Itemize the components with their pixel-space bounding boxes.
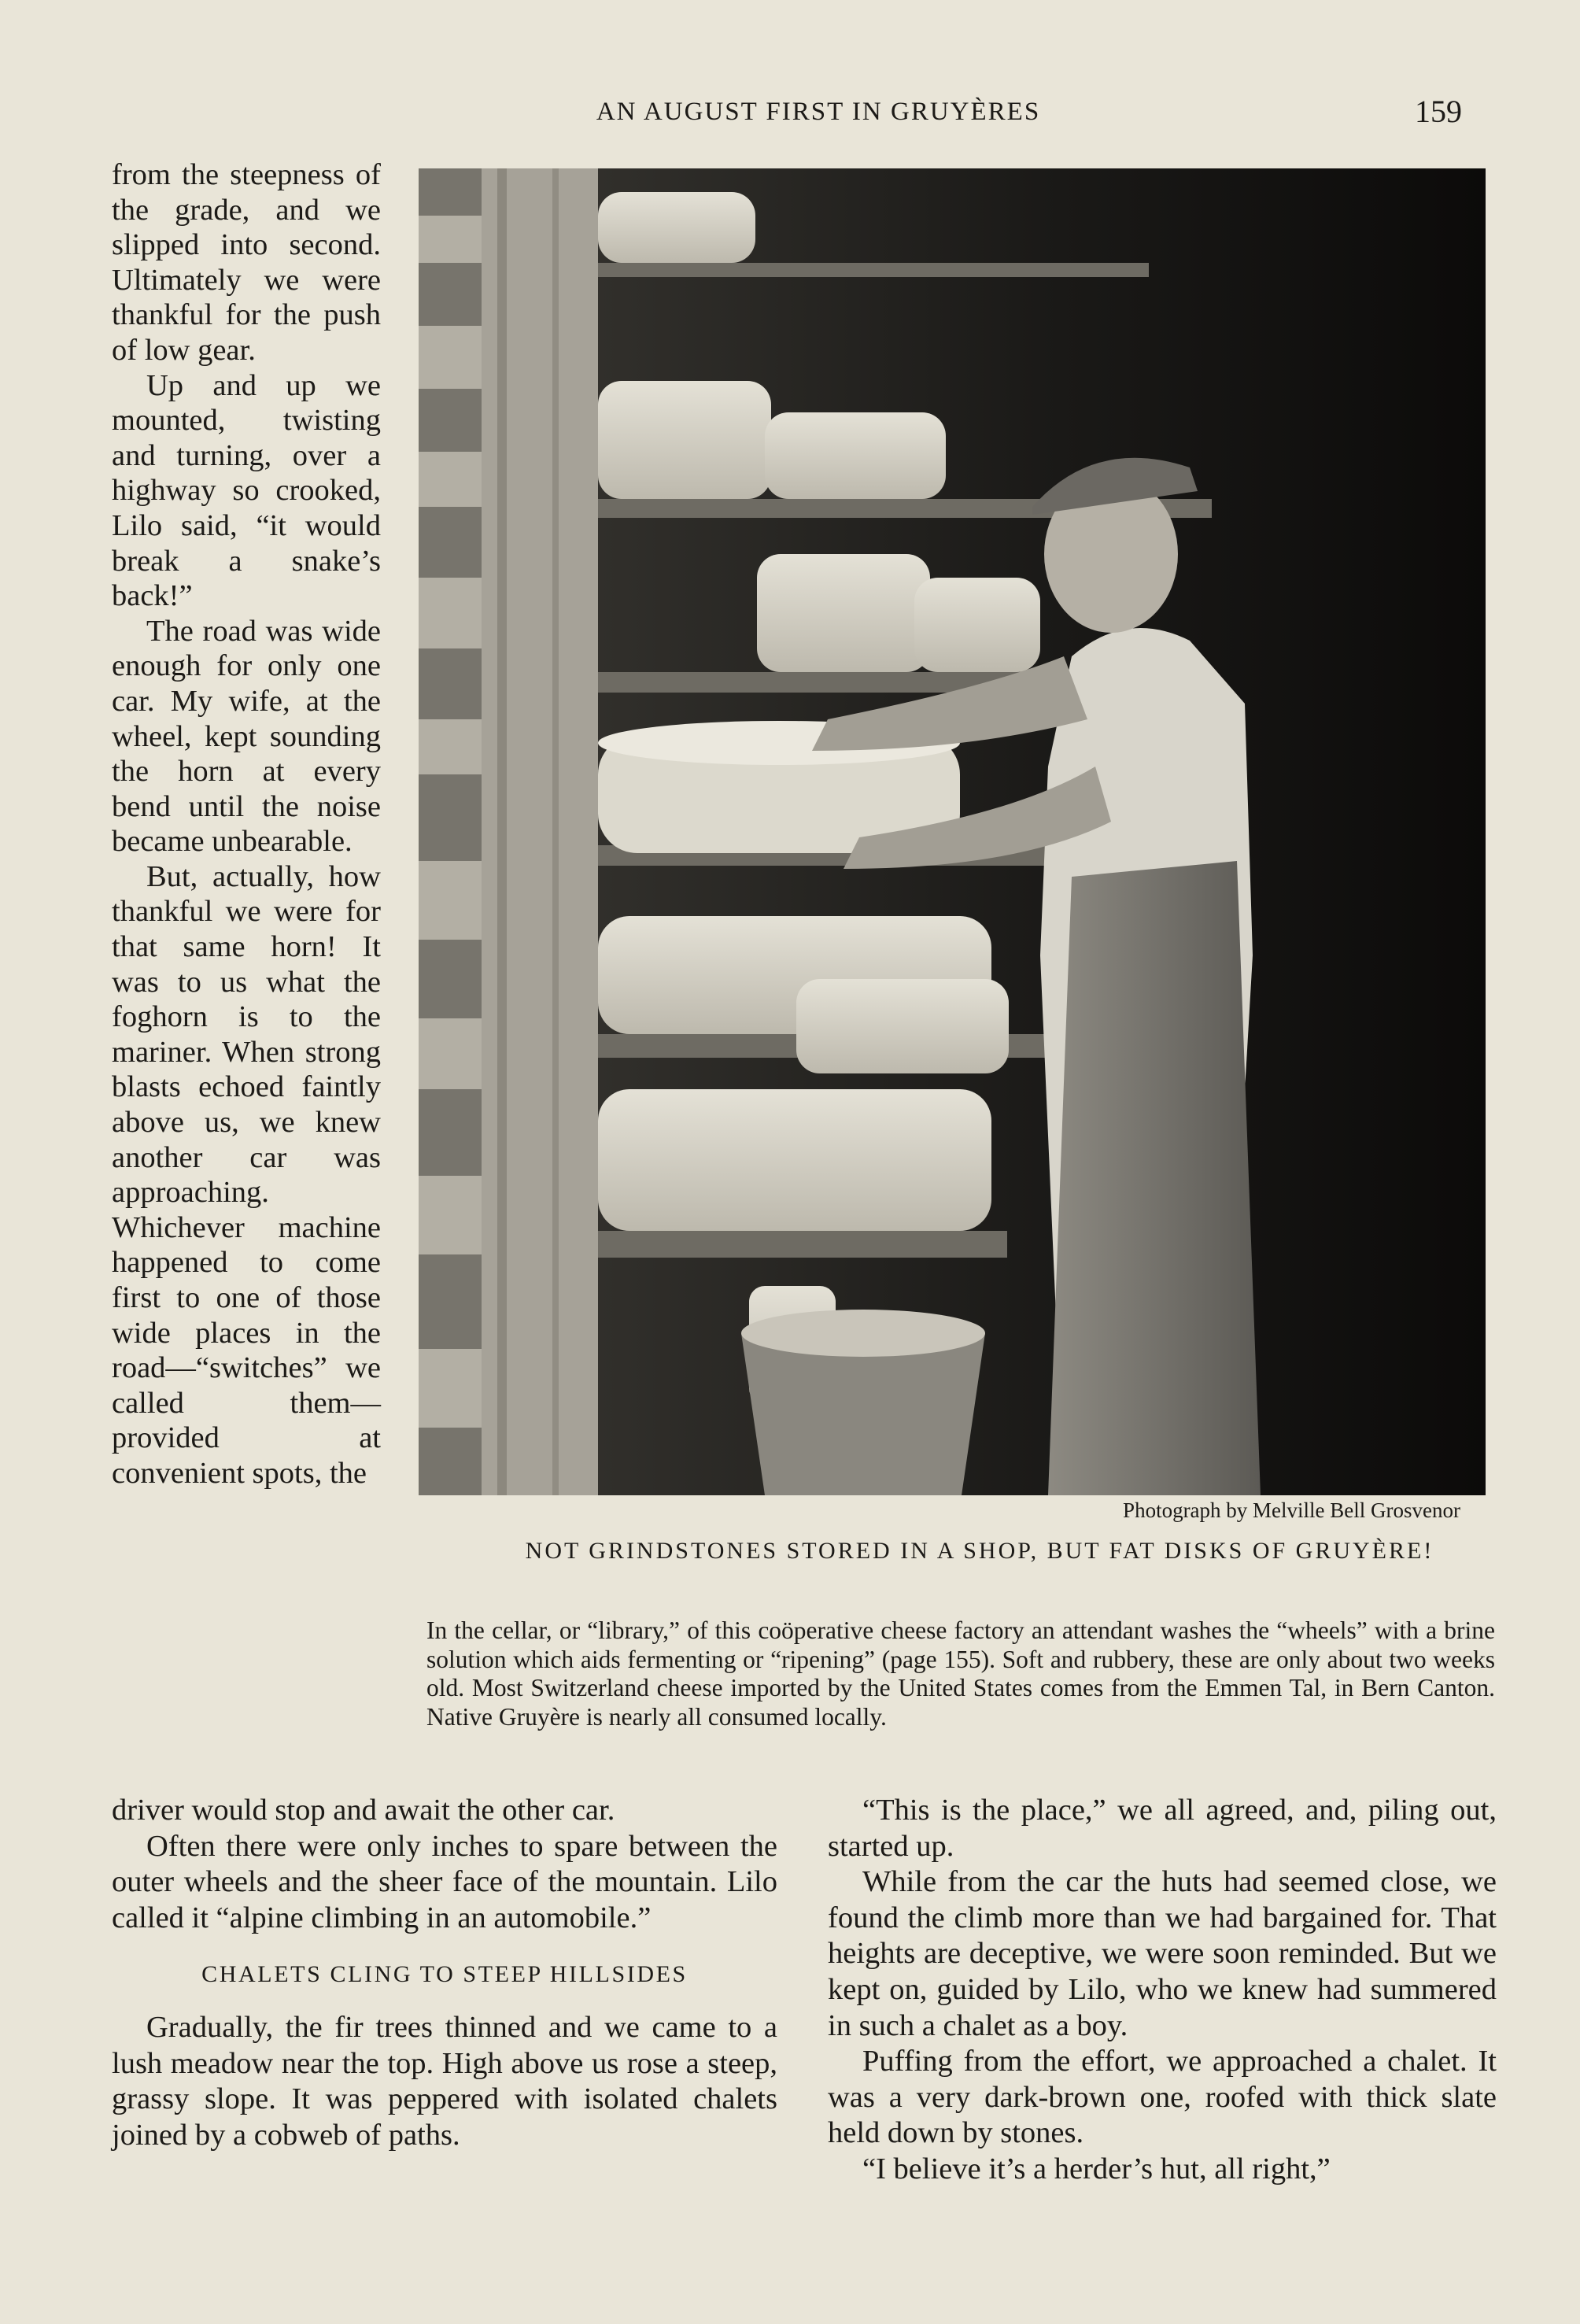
paragraph: Puffing from the effort, we approached a chalet. It was a very dark-brown one, roofed with thick slate held down by stones.	[828, 2045, 1497, 2150]
paragraph: “I believe it’s a herder’s hut, all right,”	[862, 2152, 1331, 2185]
page-number: 159	[1415, 94, 1462, 129]
paragraph: “This is the place,” we all agreed, and, piling out, started up.	[828, 1794, 1497, 1863]
running-head: AN AUGUST FIRST IN GRUYÈRES	[596, 98, 1041, 126]
photo-illustration	[419, 168, 1486, 1495]
paragraph: But, actually, how thankful we were for that same horn! It was to us what the foghorn is to the mariner. When strong blasts echoed faintly above us, we knew another car was approaching. Whichever machine happened to come first to one of those wide places in the road—“switches” we called them—provided at convenient spots, the	[112, 859, 381, 1490]
paragraph: While from the car the huts had seemed close, we found the climb more than we had bargained for. That heights are deceptive, we were soon reminded. But we kept on, guided by Lilo, who we knew had summered in such a chalet as a boy.	[828, 1865, 1497, 2042]
paragraph: The road was wide enough for only one car. My wife, at the wheel, kept sounding the horn at every bend until the noise became unbearable.	[112, 614, 381, 859]
caption-title: NOT GRINDSTONES STORED IN A SHOP, BUT FAT DISKS OF GRUYÈRE!	[525, 1538, 1434, 1564]
narrow-text-column	[112, 157, 381, 1491]
photo-credit: Photograph by Melville Bell Grosvenor	[1123, 1498, 1460, 1522]
paragraph: from the steepness of the grade, and we slipped into second. Ultimately we were thankful for the push of low gear.	[112, 158, 381, 367]
right-text-column	[828, 1793, 1497, 2188]
section-subhead: CHALETS CLING TO STEEP HILLSIDES	[201, 1961, 688, 1988]
paragraph: Gradually, the fir trees thinned and we came to a lush meadow near the top. High above us rose a steep, grassy slope. It was peppered with isolated chalets joined by a cobweb of paths.	[112, 2010, 777, 2152]
paragraph: driver would stop and await the other car.	[112, 1794, 615, 1827]
caption-body: In the cellar, or “library,” of this coöperative cheese factory an attendant washes the “wheels” with a brine solution which aids fermenting or “ripening” (page 155). Soft and rubbery, these are only about two weeks old. Most Switzerland cheese imported by the United States comes from the Emmen Tal, in Bern Canton. Native Gruyère is nearly all consumed locally.	[426, 1616, 1495, 1731]
paragraph: Up and up we mounted, twisting and turning, over a highway so crooked, Lilo said, “it would break a snake’s back!”	[112, 368, 381, 613]
left-text-column	[112, 1793, 777, 2153]
cheese-cellar-photo	[419, 168, 1486, 1495]
paragraph: Often there were only inches to spare between the outer wheels and the sheer face of the mountain. Lilo called it “alpine climbing in an automobile.”	[112, 1829, 777, 1934]
